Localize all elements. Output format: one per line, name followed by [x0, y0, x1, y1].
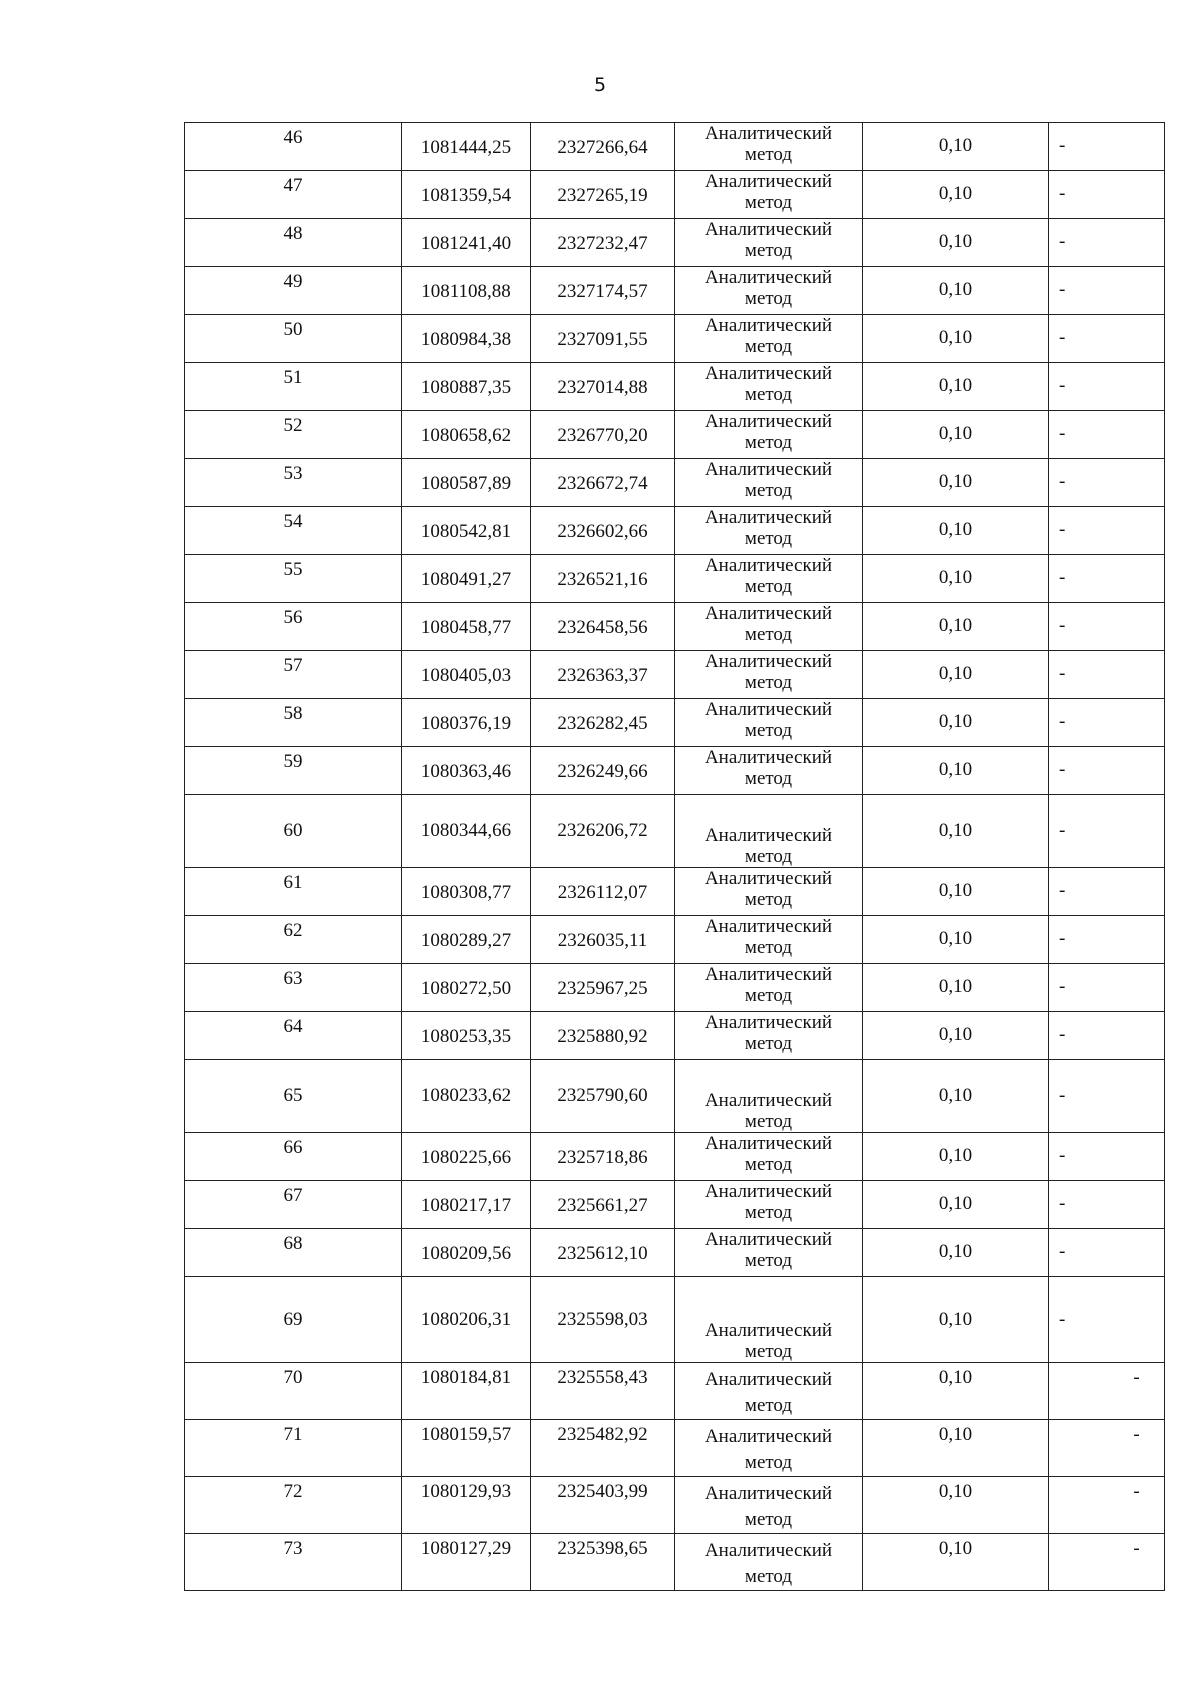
note-cell: - — [1049, 651, 1165, 699]
x-coordinate-cell: 1080209,56 — [402, 1229, 531, 1277]
y-coordinate-cell: 2327091,55 — [531, 315, 675, 363]
accuracy-cell: 0,10 — [863, 219, 1049, 267]
point-number-cell: 56 — [185, 603, 402, 651]
method-line: метод — [744, 480, 793, 501]
method-line: Аналитический — [704, 315, 833, 336]
method-line: Аналитический — [704, 916, 833, 937]
y-coordinate-cell: 2326602,66 — [531, 507, 675, 555]
method-line: метод — [744, 240, 793, 261]
method-line: метод — [744, 672, 793, 693]
note-cell: - — [1049, 555, 1165, 603]
x-coordinate-cell: 1081359,54 — [402, 171, 531, 219]
table-row — [185, 555, 1165, 603]
method-line: метод — [744, 720, 793, 741]
x-coordinate-cell: 1080206,31 — [402, 1277, 531, 1363]
x-coordinate-cell: 1080491,27 — [402, 555, 531, 603]
x-coordinate-cell: 1080129,93 — [402, 1477, 531, 1534]
method-line: метод — [744, 768, 793, 789]
method-cell — [675, 1181, 863, 1229]
accuracy-cell: 0,10 — [863, 1363, 1049, 1420]
note-cell: - — [1049, 795, 1165, 868]
x-coordinate-cell: 1080127,29 — [402, 1534, 531, 1591]
y-coordinate-cell: 2327174,57 — [531, 267, 675, 315]
method-line: метод — [744, 1566, 793, 1587]
table-row — [185, 1181, 1165, 1229]
method-cell — [675, 459, 863, 507]
y-coordinate-cell: 2325612,10 — [531, 1229, 675, 1277]
method-line: метод — [744, 889, 793, 910]
accuracy-cell: 0,10 — [863, 964, 1049, 1012]
x-coordinate-cell: 1080344,66 — [402, 795, 531, 868]
method-cell — [675, 123, 863, 171]
method-line: метод — [744, 1250, 793, 1271]
point-number-cell: 46 — [185, 123, 402, 171]
table-row — [185, 123, 1165, 171]
method-cell — [675, 1060, 863, 1133]
x-coordinate-cell: 1080289,27 — [402, 916, 531, 964]
coordinates-table — [184, 122, 1165, 1591]
note-cell: - — [1049, 219, 1165, 267]
y-coordinate-cell: 2325967,25 — [531, 964, 675, 1012]
note-cell: - — [1049, 699, 1165, 747]
method-cell — [675, 699, 863, 747]
point-number-cell: 61 — [185, 868, 402, 916]
y-coordinate-cell: 2326112,07 — [531, 868, 675, 916]
y-coordinate-cell: 2326672,74 — [531, 459, 675, 507]
accuracy-cell: 0,10 — [863, 1229, 1049, 1277]
x-coordinate-cell: 1080159,57 — [402, 1420, 531, 1477]
table-row — [185, 795, 1165, 868]
method-line: метод — [744, 192, 793, 213]
accuracy-cell: 0,10 — [863, 916, 1049, 964]
method-line: метод — [744, 1341, 793, 1362]
method-cell — [675, 507, 863, 555]
y-coordinate-cell: 2325403,99 — [531, 1477, 675, 1534]
y-coordinate-cell: 2326035,11 — [531, 916, 675, 964]
note-cell: - — [1049, 1363, 1165, 1420]
method-line: метод — [744, 1154, 793, 1175]
point-number-cell: 58 — [185, 699, 402, 747]
y-coordinate-cell: 2326206,72 — [531, 795, 675, 868]
accuracy-cell: 0,10 — [863, 267, 1049, 315]
y-coordinate-cell: 2326458,56 — [531, 603, 675, 651]
note-cell: - — [1049, 1181, 1165, 1229]
method-cell — [675, 795, 863, 868]
y-coordinate-cell: 2327266,64 — [531, 123, 675, 171]
method-line: Аналитический — [704, 1012, 833, 1033]
point-number-cell: 57 — [185, 651, 402, 699]
method-line: Аналитический — [704, 555, 833, 576]
method-cell — [675, 1363, 863, 1420]
method-cell — [675, 603, 863, 651]
point-number-cell: 53 — [185, 459, 402, 507]
table-row — [185, 171, 1165, 219]
method-line: метод — [744, 1452, 793, 1473]
y-coordinate-cell: 2326521,16 — [531, 555, 675, 603]
method-cell — [675, 964, 863, 1012]
note-cell: - — [1049, 411, 1165, 459]
table-row — [185, 507, 1165, 555]
x-coordinate-cell: 1080542,81 — [402, 507, 531, 555]
accuracy-cell: 0,10 — [863, 123, 1049, 171]
accuracy-cell: 0,10 — [863, 1277, 1049, 1363]
accuracy-cell: 0,10 — [863, 868, 1049, 916]
y-coordinate-cell: 2326249,66 — [531, 747, 675, 795]
x-coordinate-cell: 1081444,25 — [402, 123, 531, 171]
method-cell — [675, 1534, 863, 1591]
x-coordinate-cell: 1080253,35 — [402, 1012, 531, 1060]
method-line: Аналитический — [704, 507, 833, 528]
method-line: Аналитический — [704, 1181, 833, 1202]
point-number-cell: 64 — [185, 1012, 402, 1060]
method-line: Аналитический — [704, 267, 833, 288]
method-line: Аналитический — [704, 1540, 833, 1561]
method-line: метод — [744, 1202, 793, 1223]
note-cell: - — [1049, 267, 1165, 315]
y-coordinate-cell: 2327014,88 — [531, 363, 675, 411]
point-number-cell: 51 — [185, 363, 402, 411]
table-row — [185, 1060, 1165, 1133]
x-coordinate-cell: 1080376,19 — [402, 699, 531, 747]
x-coordinate-cell: 1081108,88 — [402, 267, 531, 315]
method-line: Аналитический — [704, 1426, 833, 1447]
point-number-cell: 47 — [185, 171, 402, 219]
method-cell — [675, 267, 863, 315]
accuracy-cell: 0,10 — [863, 315, 1049, 363]
method-line: Аналитический — [704, 651, 833, 672]
x-coordinate-cell: 1080272,50 — [402, 964, 531, 1012]
note-cell: - — [1049, 1133, 1165, 1181]
table-row — [185, 363, 1165, 411]
accuracy-cell: 0,10 — [863, 507, 1049, 555]
table-row — [185, 459, 1165, 507]
point-number-cell: 52 — [185, 411, 402, 459]
x-coordinate-cell: 1080405,03 — [402, 651, 531, 699]
method-line: Аналитический — [704, 1369, 833, 1390]
method-line: Аналитический — [704, 411, 833, 432]
method-line: метод — [744, 528, 793, 549]
point-number-cell: 73 — [185, 1534, 402, 1591]
table-row — [185, 1534, 1165, 1591]
method-line: Аналитический — [704, 747, 833, 768]
table-row — [185, 651, 1165, 699]
method-line: метод — [744, 384, 793, 405]
x-coordinate-cell: 1080184,81 — [402, 1363, 531, 1420]
x-coordinate-cell: 1081241,40 — [402, 219, 531, 267]
point-number-cell: 70 — [185, 1363, 402, 1420]
accuracy-cell: 0,10 — [863, 171, 1049, 219]
accuracy-cell: 0,10 — [863, 699, 1049, 747]
method-cell — [675, 1229, 863, 1277]
note-cell: - — [1049, 1420, 1165, 1477]
note-cell: - — [1049, 1012, 1165, 1060]
method-cell — [675, 1420, 863, 1477]
method-line: Аналитический — [704, 1320, 833, 1341]
point-number-cell: 49 — [185, 267, 402, 315]
method-line: Аналитический — [704, 825, 833, 846]
method-cell — [675, 315, 863, 363]
accuracy-cell: 0,10 — [863, 747, 1049, 795]
note-cell: - — [1049, 1534, 1165, 1591]
y-coordinate-cell: 2325558,43 — [531, 1363, 675, 1420]
point-number-cell: 50 — [185, 315, 402, 363]
method-cell — [675, 219, 863, 267]
method-line: Аналитический — [704, 1133, 833, 1154]
method-cell — [675, 363, 863, 411]
method-line: Аналитический — [704, 868, 833, 889]
point-number-cell: 54 — [185, 507, 402, 555]
method-line: метод — [744, 1111, 793, 1132]
y-coordinate-cell: 2326770,20 — [531, 411, 675, 459]
coordinates-table-body — [185, 123, 1165, 1591]
point-number-cell: 72 — [185, 1477, 402, 1534]
page-number: 5 — [593, 74, 607, 96]
note-cell: - — [1049, 1277, 1165, 1363]
table-row — [185, 1012, 1165, 1060]
table-row — [185, 1133, 1165, 1181]
point-number-cell: 65 — [185, 1060, 402, 1133]
note-cell: - — [1049, 868, 1165, 916]
method-line: метод — [744, 624, 793, 645]
method-cell — [675, 1477, 863, 1534]
table-row — [185, 1229, 1165, 1277]
method-line: метод — [744, 1033, 793, 1054]
note-cell: - — [1049, 171, 1165, 219]
method-line: Аналитический — [704, 964, 833, 985]
method-cell — [675, 916, 863, 964]
method-cell — [675, 1133, 863, 1181]
y-coordinate-cell: 2327265,19 — [531, 171, 675, 219]
accuracy-cell: 0,10 — [863, 1420, 1049, 1477]
table-row — [185, 1420, 1165, 1477]
point-number-cell: 55 — [185, 555, 402, 603]
accuracy-cell: 0,10 — [863, 1012, 1049, 1060]
y-coordinate-cell: 2325398,65 — [531, 1534, 675, 1591]
method-cell — [675, 171, 863, 219]
x-coordinate-cell: 1080587,89 — [402, 459, 531, 507]
method-line: метод — [744, 576, 793, 597]
y-coordinate-cell: 2327232,47 — [531, 219, 675, 267]
accuracy-cell: 0,10 — [863, 603, 1049, 651]
method-line: метод — [744, 336, 793, 357]
method-line: метод — [744, 288, 793, 309]
method-line: метод — [744, 1509, 793, 1530]
table-row — [185, 219, 1165, 267]
note-cell: - — [1049, 363, 1165, 411]
method-line: метод — [744, 144, 793, 165]
point-number-cell: 59 — [185, 747, 402, 795]
method-cell — [675, 555, 863, 603]
note-cell: - — [1049, 459, 1165, 507]
point-number-cell: 62 — [185, 916, 402, 964]
method-line: метод — [744, 1395, 793, 1416]
table-row — [185, 964, 1165, 1012]
point-number-cell: 68 — [185, 1229, 402, 1277]
note-cell: - — [1049, 1477, 1165, 1534]
accuracy-cell: 0,10 — [863, 1477, 1049, 1534]
table-row — [185, 1277, 1165, 1363]
y-coordinate-cell: 2325482,92 — [531, 1420, 675, 1477]
method-line: Аналитический — [704, 171, 833, 192]
table-row — [185, 315, 1165, 363]
method-line: Аналитический — [704, 603, 833, 624]
table-row — [185, 1477, 1165, 1534]
accuracy-cell: 0,10 — [863, 555, 1049, 603]
y-coordinate-cell: 2325880,92 — [531, 1012, 675, 1060]
y-coordinate-cell: 2325598,03 — [531, 1277, 675, 1363]
x-coordinate-cell: 1080233,62 — [402, 1060, 531, 1133]
point-number-cell: 67 — [185, 1181, 402, 1229]
method-line: Аналитический — [704, 1229, 833, 1250]
accuracy-cell: 0,10 — [863, 411, 1049, 459]
point-number-cell: 69 — [185, 1277, 402, 1363]
note-cell: - — [1049, 315, 1165, 363]
accuracy-cell: 0,10 — [863, 1133, 1049, 1181]
y-coordinate-cell: 2325718,86 — [531, 1133, 675, 1181]
note-cell: - — [1049, 123, 1165, 171]
method-line: Аналитический — [704, 123, 833, 144]
x-coordinate-cell: 1080984,38 — [402, 315, 531, 363]
method-cell — [675, 868, 863, 916]
table-row — [185, 868, 1165, 916]
method-cell — [675, 747, 863, 795]
note-cell: - — [1049, 916, 1165, 964]
table-row — [185, 267, 1165, 315]
method-line: Аналитический — [704, 699, 833, 720]
method-line: Аналитический — [704, 219, 833, 240]
note-cell: - — [1049, 964, 1165, 1012]
y-coordinate-cell: 2326363,37 — [531, 651, 675, 699]
table-row — [185, 916, 1165, 964]
note-cell: - — [1049, 1229, 1165, 1277]
method-line: метод — [744, 846, 793, 867]
y-coordinate-cell: 2325790,60 — [531, 1060, 675, 1133]
accuracy-cell: 0,10 — [863, 1181, 1049, 1229]
point-number-cell: 71 — [185, 1420, 402, 1477]
method-line: метод — [744, 985, 793, 1006]
x-coordinate-cell: 1080308,77 — [402, 868, 531, 916]
table-row — [185, 411, 1165, 459]
method-cell — [675, 411, 863, 459]
y-coordinate-cell: 2326282,45 — [531, 699, 675, 747]
accuracy-cell: 0,10 — [863, 651, 1049, 699]
method-line: метод — [744, 937, 793, 958]
table-row — [185, 747, 1165, 795]
method-line: Аналитический — [704, 1483, 833, 1504]
accuracy-cell: 0,10 — [863, 1534, 1049, 1591]
note-cell: - — [1049, 1060, 1165, 1133]
point-number-cell: 48 — [185, 219, 402, 267]
accuracy-cell: 0,10 — [863, 1060, 1049, 1133]
x-coordinate-cell: 1080458,77 — [402, 603, 531, 651]
y-coordinate-cell: 2325661,27 — [531, 1181, 675, 1229]
point-number-cell: 66 — [185, 1133, 402, 1181]
method-cell — [675, 1277, 863, 1363]
point-number-cell: 60 — [185, 795, 402, 868]
table-row — [185, 1363, 1165, 1420]
method-line: Аналитический — [704, 459, 833, 480]
method-cell — [675, 1012, 863, 1060]
method-line: Аналитический — [704, 363, 833, 384]
point-number-cell: 63 — [185, 964, 402, 1012]
accuracy-cell: 0,10 — [863, 363, 1049, 411]
table-row — [185, 603, 1165, 651]
accuracy-cell: 0,10 — [863, 795, 1049, 868]
x-coordinate-cell: 1080887,35 — [402, 363, 531, 411]
method-cell — [675, 651, 863, 699]
method-line: Аналитический — [704, 1090, 833, 1111]
x-coordinate-cell: 1080225,66 — [402, 1133, 531, 1181]
x-coordinate-cell: 1080363,46 — [402, 747, 531, 795]
method-line: метод — [744, 432, 793, 453]
note-cell: - — [1049, 603, 1165, 651]
x-coordinate-cell: 1080658,62 — [402, 411, 531, 459]
table-row — [185, 699, 1165, 747]
note-cell: - — [1049, 507, 1165, 555]
x-coordinate-cell: 1080217,17 — [402, 1181, 531, 1229]
accuracy-cell: 0,10 — [863, 459, 1049, 507]
note-cell: - — [1049, 747, 1165, 795]
